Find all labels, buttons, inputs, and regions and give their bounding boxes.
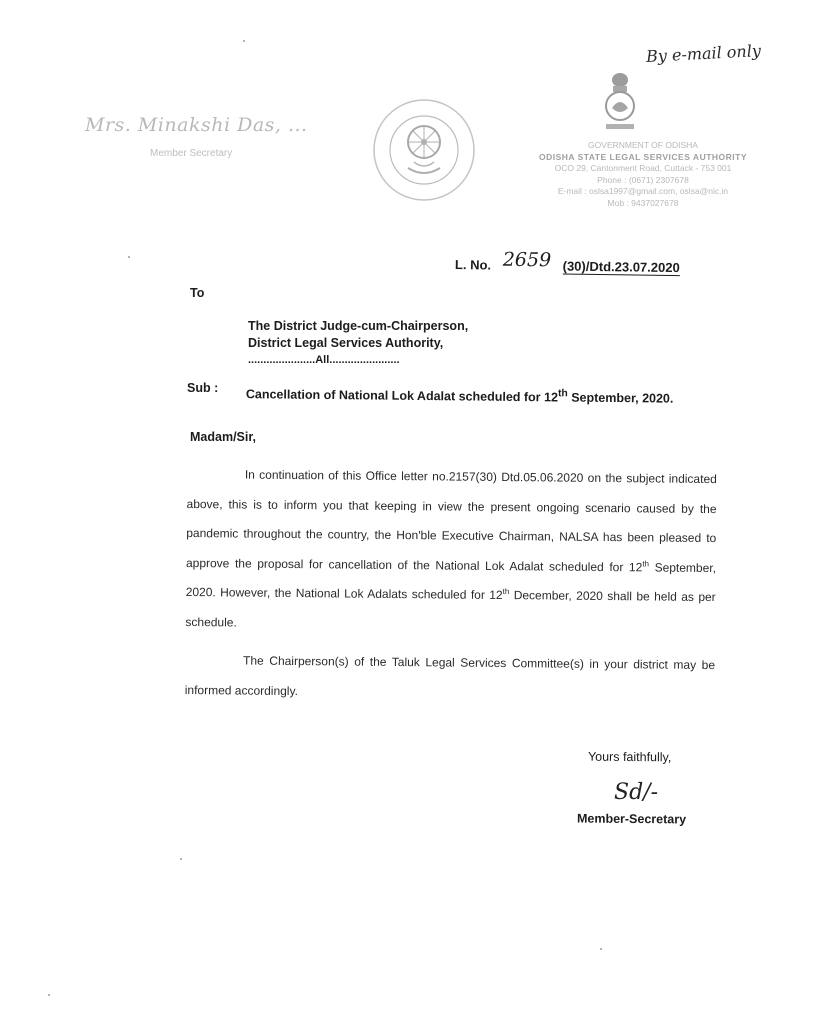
body-paragraph-1 <box>185 460 717 642</box>
body-ordinal: th <box>502 587 510 597</box>
body-paragraph-2: The Chairperson(s) of the Taluk Legal Services Committee(s) in your district may be informed accordingly. <box>184 653 716 698</box>
body-text-part: September, 2020. However, the National Lok Adalats scheduled for 12 <box>185 559 717 603</box>
body-text-part: December, 2020 shall be held as per schedule. <box>185 588 716 629</box>
sender-designation: Member Secretary <box>150 148 233 159</box>
letter-number <box>454 248 680 277</box>
letter-number-handwritten: 2659 <box>502 248 552 272</box>
subject-ordinal: th <box>557 388 568 400</box>
subject-text-part: Cancellation of National Lok Adalat scheduled for 12 <box>245 387 559 405</box>
subject-text-part: September, 2020. <box>567 390 674 406</box>
scan-speck <box>600 948 602 950</box>
signature: Sd/- <box>614 780 658 805</box>
org-line-government: GOVERNMENT OF ODISHA <box>588 140 698 150</box>
org-line-phone: Phone : (0671) 2307678 <box>597 174 689 185</box>
scan-speck <box>243 40 245 42</box>
org-line-address: OCO 29, Cantonment Road, Cuttack - 753 001 <box>554 163 732 173</box>
legal-services-seal-icon <box>370 96 478 204</box>
org-letterhead-block <box>508 140 778 209</box>
closing-line: Yours faithfully, <box>587 749 672 765</box>
signatory-title: Member-Secretary <box>576 811 687 827</box>
addressee-line: The District Judge-cum-Chairperson, <box>248 319 469 333</box>
scan-speck <box>48 994 50 996</box>
scan-speck <box>180 858 182 860</box>
subject-label: Sub : <box>187 381 219 395</box>
org-line-name: ODISHA STATE LEGAL SERVICES AUTHORITY <box>538 151 748 162</box>
letter-number-label: L. No. <box>454 257 492 273</box>
handwritten-email-note: By e-mail only <box>645 41 762 66</box>
addressee-line: District Legal Services Authority, <box>248 336 444 350</box>
body-text-part: In continuation of this Office letter no.2157(30) Dtd.05.06.2020 on the subject indicated above, this is to inform you that keeping in view the present ongoing scenario caused by the pandemic throughout the country, the Hon'ble Executive Chairman, NALSA has been pleased to approve the proposal for cancellation of the National Lok Adalat scheduled for 12 <box>185 467 717 574</box>
subject-text <box>246 383 724 407</box>
addressee-line: ......................All....................... <box>248 354 400 366</box>
scan-speck <box>128 256 130 258</box>
letter-body <box>185 460 717 710</box>
to-label: To <box>190 286 205 300</box>
salutation: Madam/Sir, <box>190 430 256 444</box>
org-line-mobile: Mob : 9437027678 <box>607 197 679 208</box>
org-line-email: E-mail : oslsa1997@gmail.com, oslsa@nic.in <box>557 186 729 196</box>
sender-name: Mrs. Minakshi Das, ... <box>85 114 308 136</box>
body-ordinal: th <box>642 558 650 568</box>
addressee-block <box>248 318 548 369</box>
state-emblem-icon <box>598 70 642 134</box>
letter-number-reference: (30)/Dtd.23.07.2020 <box>562 258 680 276</box>
